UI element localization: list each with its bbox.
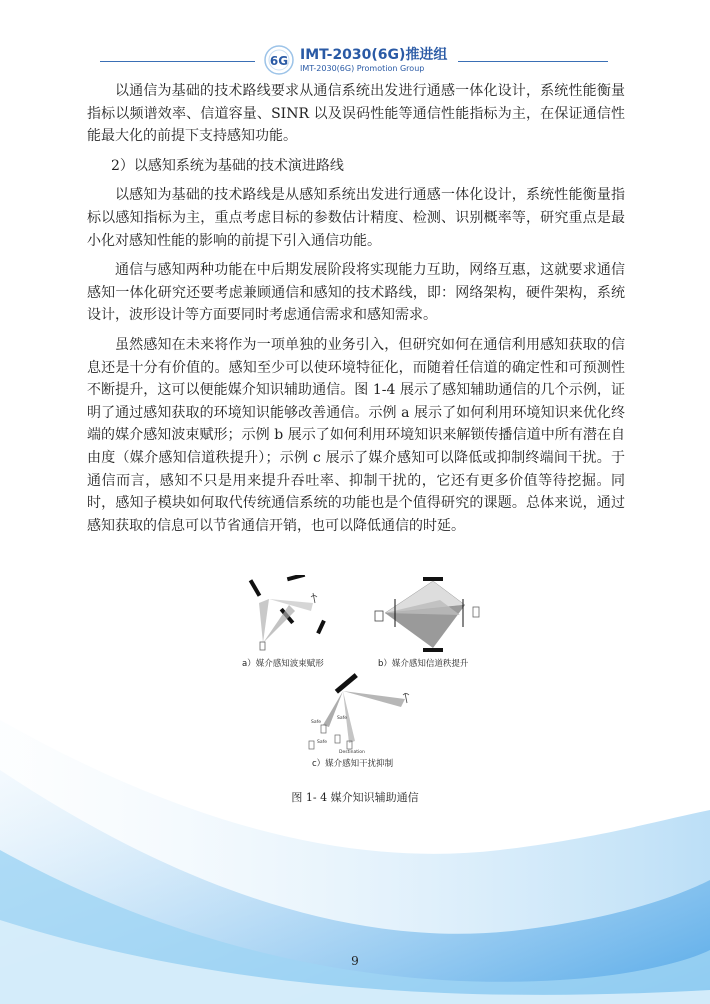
document-body (87, 80, 625, 544)
label-destination: Destination (339, 750, 365, 755)
label-safe-2: Safe (337, 716, 347, 721)
figure-sensing-assisted-comm (225, 575, 495, 775)
figure-caption: 图 1- 4 媒介知识辅助通信 (291, 791, 419, 804)
imt2030-logo-icon (262, 44, 296, 76)
panel-a-diagram (249, 575, 326, 650)
panel-a-caption: a）媒介感知波束赋形 (242, 659, 324, 669)
panel-b-caption: b）媒介感知信道秩提升 (378, 659, 469, 669)
label-safe-3: Safe (317, 740, 327, 745)
paragraph-sensing-based: 以感知为基础的技术路线是从感知系统出发进行通感一体化设计，系统性能衡量指标以感知指标为主，重点考虑目标的参数估计精度、检测、识别概率等，研究重点是最小化对感知性能的影响的前提下引入通信功能。 (87, 187, 625, 249)
page-number: 9 (351, 954, 359, 968)
panel-c-diagram (309, 673, 409, 755)
paragraph-sensing-assist-comm: 虽然感知在未来将作为一项单独的业务引入，但研究如何在通信利用感知获取的信息还是十分有价值的。感知至少可以使环境特征化，而随着任信道的确定性和可预测性不断提升，这可以便能媒介知识辅助通信。图 1-4 展示了感知辅助通信的几个示例，证明了通过感知获取的环境知识能够改善通信。示例 a 展示了如何利用环境知识来优化终端的媒介感知波束赋形；示例 b 展示了如何利用环境知识来解锁传播信道中所有潜在自由度（媒介感知信道秩提升）；示例 c 展示了媒介感知可以降低或抑制终端间干扰。于通信而言，感知不只是用来提升吞吐率、抑制干扰的，它还有更多价值等待挖掘。同时，感知子模块如何取代传统通信系统的功能也是个值得研究的课题。总体来说，通过感知获取的信息可以节省通信开销，也可以降低通信的时延。 (87, 336, 625, 534)
brand-subtitle: IMT-2030(6G) Promotion Group (300, 64, 425, 73)
header-rule-left (100, 61, 255, 62)
label-safe-1: Safe (311, 720, 321, 725)
header-brand (300, 47, 447, 74)
subheading-sensing-based: 2）以感知系统为基础的技术演进路线 (111, 157, 344, 174)
panel-b-diagram (375, 577, 479, 652)
paragraph-comm-based: 以通信为基础的技术路线要求从通信系统出发进行通感一体化设计，系统性能衡量指标以频谱效率、信道容量、SINR 以及误码性能等通信性能指标为主，在保证通信性能最大化的前提下支持感知功能。 (87, 83, 625, 145)
brand-title: IMT-2030(6G)推进组 (300, 47, 448, 63)
panel-c-caption: c）媒介感知干扰抑制 (312, 759, 394, 769)
logo-text: 6G (269, 54, 289, 68)
paragraph-mutual-assist: 通信与感知两种功能在中后期发展阶段将实现能力互助，网络互惠，这就要求通信感知一体化研究还要考虑兼顾通信和感知的技术路线，即：网络架构，硬件架构，系统设计，波形设计等方面要同时考虑通信需求和感知需求。 (87, 262, 625, 324)
header-rule-right (458, 61, 608, 62)
